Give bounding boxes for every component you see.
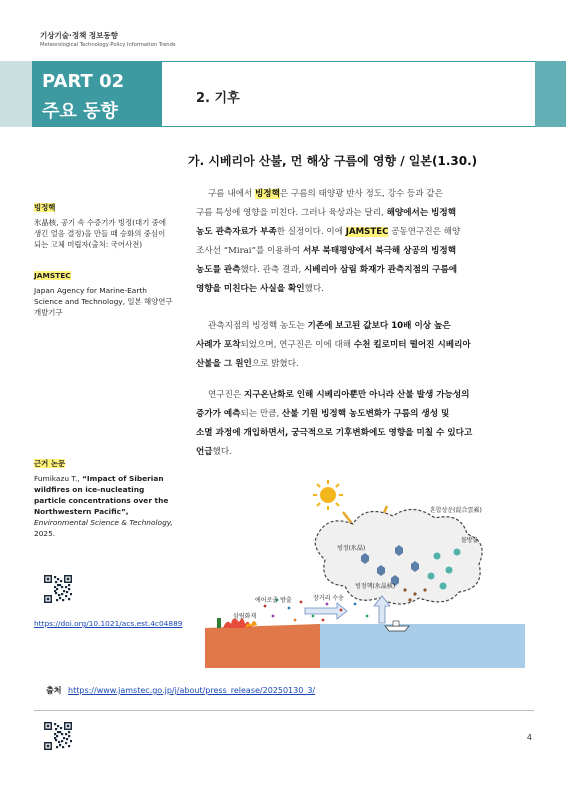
header-title: 기상기술·정책 정보동향 xyxy=(40,31,118,40)
paragraph-line xyxy=(196,261,528,280)
paragraph-line xyxy=(196,317,528,336)
paragraph-line xyxy=(196,443,528,462)
part-name: 주요 동향 xyxy=(42,101,118,122)
bold-text: 농도 관측자료가 부족 xyxy=(196,227,277,237)
bold-text: 사례가 포착 xyxy=(196,340,241,350)
part-banner xyxy=(0,61,566,127)
paragraph-3 xyxy=(196,386,528,462)
text-run: 은 구름의 태양광 반사 정도, 강수 등과 같은 xyxy=(279,189,443,199)
text-run: 으로 밝혔다. xyxy=(251,359,299,369)
label-wildfire: 삼림화재 xyxy=(233,613,257,620)
reference-journal: Environmental Science & Technology, xyxy=(34,518,173,527)
doi-link[interactable]: https://doi.org/10.1021/acs.est.4c04889 xyxy=(34,619,183,628)
paragraph-line xyxy=(196,280,528,299)
article-title: 가. 시베리아 산불, 먼 해상 구름에 영향 / 일본(1.30.) xyxy=(188,154,478,168)
bold-text: 농도를 관측 xyxy=(196,265,241,275)
text-run: 되었으며, 연구진은 이에 대해 xyxy=(240,340,354,350)
paragraph-line xyxy=(196,424,528,443)
paragraph-1 xyxy=(196,185,528,299)
reference-title: “Impact of Siberian wildfires on ice-nucleating particle concentrations over the Northwestern Pacific”, xyxy=(34,474,169,516)
bold-text: 산불을 그 원인 xyxy=(196,359,252,369)
cloud-shape xyxy=(315,509,482,604)
highlighted-term: JAMSTEC xyxy=(345,227,389,237)
label-transport: 장거리 수송 xyxy=(313,595,344,602)
bold-text: 증가가 예측 xyxy=(196,409,241,419)
section-title: 2. 기후 xyxy=(196,91,240,106)
sidebar-keyword-ice-nucleus xyxy=(34,202,174,250)
keyword-description: Japan Agency for Marine-Earth Science and Technology, 일본 해양연구개발기구 xyxy=(34,286,173,317)
land-area xyxy=(205,624,320,668)
label-aerosol: 에어로졸 방출 xyxy=(255,597,292,604)
paragraph-line xyxy=(196,405,528,424)
section-header xyxy=(162,61,535,127)
qr-code-icon[interactable] xyxy=(44,722,72,750)
bold-text: 영향을 미친다는 사실을 확인 xyxy=(196,284,305,294)
bold-text: 수천 킬로미터 떨어진 시베리아 xyxy=(353,340,471,350)
sidebar-reference xyxy=(34,458,174,539)
banner-right-block xyxy=(535,61,566,127)
sun-icon xyxy=(313,480,343,510)
reference-label: 근거 논문 xyxy=(34,459,66,468)
keyword-label: JAMSTEC xyxy=(34,271,71,280)
highlighted-term: 빙정핵 xyxy=(254,189,280,199)
text-run: 되는 만큼, xyxy=(240,409,282,419)
banner-left-block xyxy=(0,61,32,127)
bold-text: 소멸 과정에 개입하면서, 궁극적으로 기후변화에도 영향을 미칠 수 있다고 xyxy=(196,428,473,438)
part-box xyxy=(32,61,162,127)
source-line xyxy=(46,685,315,696)
bold-text: 지구온난화로 인해 시베리아뿐만 아니라 산불 발생 가능성의 xyxy=(243,390,470,400)
label-water-drop: 물방울 xyxy=(461,537,479,544)
text-run: 구름 내에서 xyxy=(208,189,255,199)
reference-citation xyxy=(34,473,174,539)
text-run: 연구진은 xyxy=(208,390,244,400)
label-mixed-cloud: 혼합상운(混合雲霧) xyxy=(430,507,482,514)
text-run: 구름 특성에 영향을 미친다. 그러나 육상과는 달리, xyxy=(196,208,387,218)
sea-area xyxy=(315,624,525,668)
paragraph-line xyxy=(196,355,528,374)
text-run: 한 실정이다. 이에 xyxy=(276,227,346,237)
header-subtitle: Meteorological Technology·Policy Information Trends xyxy=(40,42,176,48)
text-run: 했다. xyxy=(212,447,232,457)
reference-year: 2025. xyxy=(34,529,56,538)
research-ship-icon xyxy=(385,621,409,631)
keyword-label: 빙정핵 xyxy=(34,203,56,212)
paragraph-line xyxy=(196,336,528,355)
part-number: PART 02 xyxy=(42,71,125,92)
paragraph-line xyxy=(196,204,528,223)
source-link[interactable]: https://www.jamstec.go.jp/j/about/press_release/20250130_3/ xyxy=(68,686,316,695)
text-run: 조사선 “Mirai”를 이용하여 xyxy=(196,246,303,256)
paragraph-line xyxy=(196,386,528,405)
bold-text: 기존에 보고된 값보다 10배 이상 높은 xyxy=(307,321,451,331)
label-ice-nucleus: 빙정핵(氷晶核) xyxy=(355,583,396,590)
page-number: 4 xyxy=(526,733,532,742)
paragraph-line xyxy=(196,185,528,204)
bold-text: 언급 xyxy=(196,447,213,457)
bold-text: 시베리아 삼림 화재가 관측지점의 구름에 xyxy=(303,265,458,275)
keyword-description: 氷晶核, 공기 속 수증기가 빙정(대기 중에 생긴 얼음 결정)을 만들 때 승화의 중심이 되는 고체 미립자(출처: 국어사전) xyxy=(34,218,166,249)
bold-text: 서부 북태평양에서 북극해 상공의 빙정핵 xyxy=(302,246,457,256)
text-run: 했다. xyxy=(304,284,324,294)
paragraph-2 xyxy=(196,317,528,374)
source-label: 출처 xyxy=(46,686,62,695)
qr-code-icon[interactable] xyxy=(44,575,72,603)
footer-divider xyxy=(34,710,534,711)
paragraph-line xyxy=(196,223,528,242)
sidebar-keyword-jamstec xyxy=(34,270,174,318)
text-run: 했다. 관측 결과, xyxy=(240,265,304,275)
bold-text: 해양에서는 빙정핵 xyxy=(386,208,457,218)
bold-text: 산불 기원 빙정핵 농도변화가 구름의 생성 및 xyxy=(281,409,450,419)
paragraph-line xyxy=(196,242,528,261)
label-ice-crystal: 빙정(氷晶) xyxy=(337,545,366,552)
text-run: 공동연구진은 해양 xyxy=(388,227,461,237)
text-run: 관측지점의 빙정핵 농도는 xyxy=(208,321,308,331)
reference-author: Fumikazu T., xyxy=(34,474,83,483)
ice-nucleus-diagram xyxy=(205,478,525,668)
